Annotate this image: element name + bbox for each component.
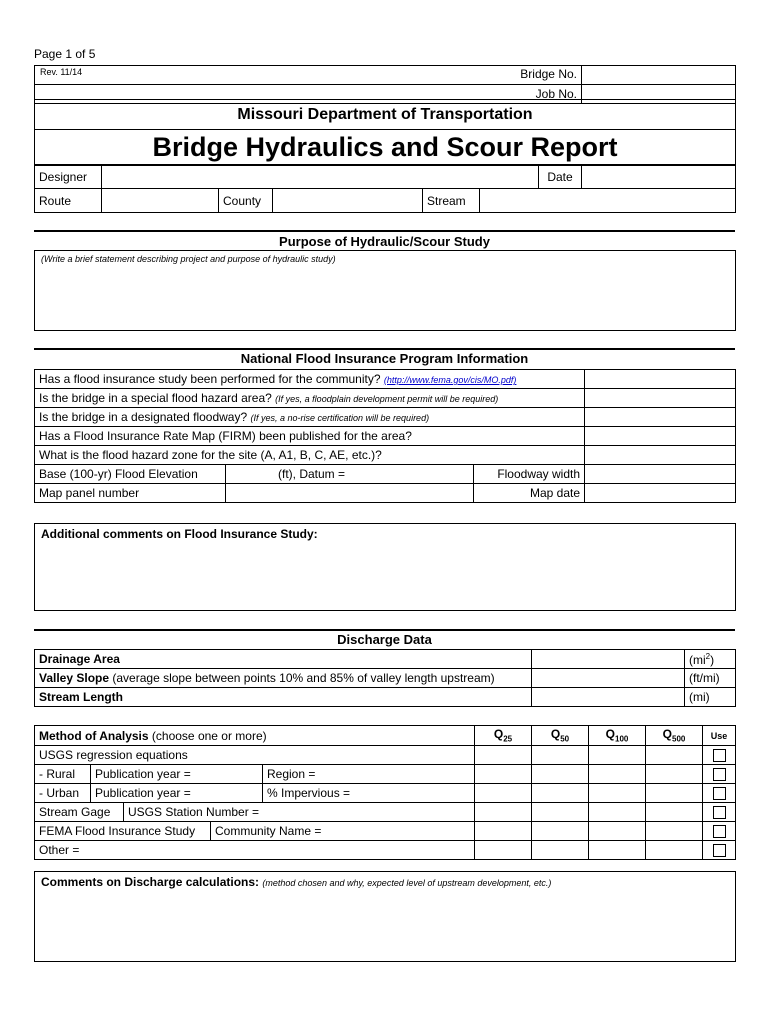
title-box xyxy=(34,129,736,165)
other-q100[interactable] xyxy=(589,841,646,860)
nfip-a2[interactable] xyxy=(585,389,736,408)
rural-q50[interactable] xyxy=(532,765,589,784)
q50-sub: 50 xyxy=(560,734,570,744)
q100-base: Q xyxy=(605,727,615,742)
discharge-comments-note: (method chosen and why, expected level of upstream development, etc.) xyxy=(262,878,552,888)
other-field[interactable]: Other = xyxy=(35,841,475,860)
purpose-hint: (Write a brief statement describing project and purpose of hydraulic study) xyxy=(41,254,336,264)
floodway-width-label: Floodway width xyxy=(474,465,585,484)
q100-sub: 100 xyxy=(615,734,629,744)
urban-checkbox[interactable] xyxy=(713,787,726,800)
county-field[interactable] xyxy=(273,189,423,213)
valley-unit: (ft/mi) xyxy=(685,669,736,688)
nfip-q2-text: Is the bridge in a special flood hazard area? xyxy=(39,391,272,405)
station-number-field[interactable]: USGS Station Number = xyxy=(128,805,260,819)
designer-field[interactable] xyxy=(102,166,539,189)
purpose-title: Purpose of Hydraulic/Scour Study xyxy=(279,234,490,249)
discharge-comments-header xyxy=(35,872,735,889)
drainage-unit-end: ) xyxy=(710,652,715,667)
stream-field[interactable] xyxy=(480,189,736,213)
urban-impervious[interactable]: % Impervious = xyxy=(263,784,475,803)
designer-table xyxy=(34,165,736,189)
nfip-q3-text: Is the bridge in a designated floodway? xyxy=(39,410,248,424)
discharge-table xyxy=(34,649,736,707)
nfip-a5[interactable] xyxy=(585,446,736,465)
drainage-unit-sup: 2 xyxy=(705,651,711,661)
stream-gage-label: Stream Gage xyxy=(35,803,124,821)
fema-q500[interactable] xyxy=(646,822,703,841)
agency-box xyxy=(34,99,736,130)
rural-use xyxy=(703,765,736,784)
base-flood-field[interactable] xyxy=(226,465,474,484)
usgs-q50[interactable] xyxy=(532,746,589,765)
q25-sub: 25 xyxy=(503,734,513,744)
stream-unit: (mi) xyxy=(685,688,736,707)
purpose-box[interactable] xyxy=(34,250,736,331)
fema-q50[interactable] xyxy=(532,822,589,841)
gage-q100[interactable] xyxy=(589,803,646,822)
gage-checkbox[interactable] xyxy=(713,806,726,819)
q50-base: Q xyxy=(550,727,561,742)
drainage-area-label xyxy=(35,650,532,669)
method-title xyxy=(35,726,475,746)
rev-label: Rev. 11/14 xyxy=(40,67,83,77)
q500-base: Q xyxy=(662,727,672,742)
page-label: Page 1 of 5 xyxy=(34,47,96,61)
discharge-title: Discharge Data xyxy=(337,632,432,647)
additional-comments-box[interactable] xyxy=(34,523,736,611)
nfip-q4: Has a Flood Insurance Rate Map (FIRM) been published for the area? xyxy=(35,427,585,446)
drainage-unit-base: (mi xyxy=(689,652,706,667)
method-table xyxy=(34,725,736,860)
discharge-rule xyxy=(34,629,735,631)
nfip-q3 xyxy=(35,408,585,427)
urban-label: - Urban xyxy=(35,784,91,803)
rev-row xyxy=(35,66,582,85)
rural-pub-year[interactable]: Publication year = xyxy=(91,765,263,784)
other-checkbox[interactable] xyxy=(713,844,726,857)
valley-slope-desc: (average slope between points 10% and 85% of valley length upstream) xyxy=(109,671,495,685)
usgs-label: USGS regression equations xyxy=(35,746,475,765)
gage-q50[interactable] xyxy=(532,803,589,822)
map-panel-label: Map panel number xyxy=(35,484,226,503)
method-title-text: Method of Analysis xyxy=(39,728,149,743)
gage-q25[interactable] xyxy=(475,803,532,822)
urban-q25[interactable] xyxy=(475,784,532,803)
rural-label: - Rural xyxy=(35,765,91,784)
q500-header xyxy=(646,726,703,746)
nfip-q2 xyxy=(35,389,585,408)
route-label: Route xyxy=(35,189,102,213)
nfip-rule xyxy=(34,348,735,350)
stream-length-text: Stream Length xyxy=(39,690,124,704)
q500-sub: 500 xyxy=(672,734,686,744)
usgs-q100[interactable] xyxy=(589,746,646,765)
stream-length-label xyxy=(35,688,532,707)
discharge-comments-box[interactable] xyxy=(34,871,736,962)
route-table xyxy=(34,188,736,213)
drainage-unit xyxy=(685,650,736,669)
nfip-q2-note: (If yes, a floodplain development permit will be required) xyxy=(275,394,499,404)
nfip-q3-note: (If yes, a no-rise certification will be required) xyxy=(250,413,430,423)
valley-slope-text: Valley Slope xyxy=(39,671,110,685)
community-name-field[interactable]: Community Name = xyxy=(215,824,322,838)
q100-header xyxy=(589,726,646,746)
additional-comments-title: Additional comments on Flood Insurance Study: xyxy=(41,527,318,541)
nfip-q5: What is the flood hazard zone for the site (A, A1, B, C, AE, etc.)? xyxy=(35,446,585,465)
urban-q50[interactable] xyxy=(532,784,589,803)
q25-base: Q xyxy=(493,727,504,742)
nfip-title: National Flood Insurance Program Information xyxy=(240,351,529,366)
fema-row xyxy=(35,822,475,841)
drainage-area-text: Drainage Area xyxy=(39,652,120,666)
route-field[interactable] xyxy=(102,189,219,213)
urban-use xyxy=(703,784,736,803)
ft-datum-label: (ft), Datum = xyxy=(278,467,346,481)
county-label: County xyxy=(219,189,273,213)
usgs-checkbox[interactable] xyxy=(713,749,726,762)
purpose-rule xyxy=(34,230,735,232)
q50-header xyxy=(532,726,589,746)
base-flood-label: Base (100-yr) Flood Elevation xyxy=(35,465,226,484)
rural-q100[interactable] xyxy=(589,765,646,784)
agency-name: Missouri Department of Transportation xyxy=(237,106,533,123)
urban-q500[interactable] xyxy=(646,784,703,803)
nfip-a1[interactable] xyxy=(585,370,736,389)
nfip-q1-text: Has a flood insurance study been performed for the community? xyxy=(39,372,381,386)
floodway-width-field[interactable] xyxy=(585,465,736,484)
fema-q25[interactable] xyxy=(475,822,532,841)
discharge-comments-title: Comments on Discharge calculations: xyxy=(41,875,260,889)
date-field[interactable] xyxy=(582,166,736,189)
valley-slope-label xyxy=(35,669,532,688)
fema-q100[interactable] xyxy=(589,822,646,841)
method-title-note: (choose one or more) xyxy=(148,728,267,743)
rural-checkbox[interactable] xyxy=(713,768,726,781)
usgs-q500[interactable] xyxy=(646,746,703,765)
urban-pub-year[interactable]: Publication year = xyxy=(91,784,263,803)
rural-q500[interactable] xyxy=(646,765,703,784)
fema-link[interactable]: (http://www.fema.gov/cis/MO.pdf) xyxy=(383,375,517,385)
other-use xyxy=(703,841,736,860)
gage-row xyxy=(35,803,475,822)
designer-label: Designer xyxy=(35,166,102,189)
nfip-a3[interactable] xyxy=(585,408,736,427)
fema-checkbox[interactable] xyxy=(713,825,726,838)
other-q50[interactable] xyxy=(532,841,589,860)
fema-label: FEMA Flood Insurance Study xyxy=(35,822,211,840)
use-header: Use xyxy=(703,726,736,746)
stream-label: Stream xyxy=(423,189,480,213)
stream-length-field[interactable] xyxy=(532,688,685,707)
gage-q500[interactable] xyxy=(646,803,703,822)
usgs-use xyxy=(703,746,736,765)
other-q25[interactable] xyxy=(475,841,532,860)
urban-q100[interactable] xyxy=(589,784,646,803)
map-date-field[interactable] xyxy=(585,484,736,503)
fema-use xyxy=(703,822,736,841)
usgs-q25[interactable] xyxy=(475,746,532,765)
bridge-no-field[interactable] xyxy=(582,66,736,85)
gage-use xyxy=(703,803,736,822)
date-label: Date xyxy=(539,166,582,189)
rural-q25[interactable] xyxy=(475,765,532,784)
nfip-q1 xyxy=(35,370,585,389)
valley-slope-field[interactable] xyxy=(532,669,685,688)
other-q500[interactable] xyxy=(646,841,703,860)
rural-region[interactable]: Region = xyxy=(263,765,475,784)
job-no-label: Job No. xyxy=(35,85,582,104)
q25-header xyxy=(475,726,532,746)
nfip-table xyxy=(34,369,736,503)
report-title: Bridge Hydraulics and Scour Report xyxy=(152,132,618,162)
drainage-area-field[interactable] xyxy=(532,650,685,669)
bridge-no-label: Bridge No. xyxy=(520,67,577,81)
nfip-a4[interactable] xyxy=(585,427,736,446)
map-panel-field[interactable] xyxy=(226,484,474,503)
map-date-label: Map date xyxy=(474,484,585,503)
